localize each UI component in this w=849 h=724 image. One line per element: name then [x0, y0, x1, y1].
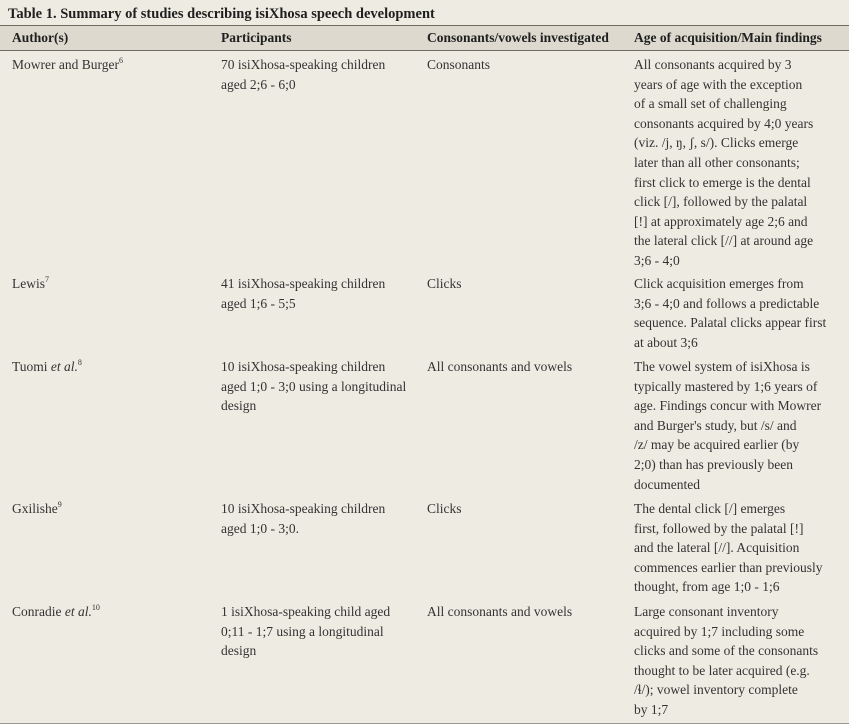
findings-line: first click to emerge is the dental: [634, 174, 811, 190]
reference-number: 10: [91, 603, 100, 612]
findings-line: /z/ may be acquired earlier (by: [634, 437, 800, 453]
participants-cell: [221, 357, 416, 416]
author-cell: [12, 357, 212, 377]
participants-line: 10 isiXhosa-speaking children: [221, 359, 386, 374]
investigated-cell: Clicks: [427, 501, 462, 516]
findings-cell: [634, 602, 842, 720]
author-name: Mowrer and Burger: [12, 57, 119, 72]
findings-line: documented: [634, 476, 700, 492]
investigated-cell: All consonants and vowels: [427, 604, 573, 619]
author-cell: [12, 274, 212, 294]
participants-line: aged 1;6 - 5;5: [221, 295, 296, 311]
findings-line: 3;6 - 4;0: [634, 252, 680, 268]
author-cell: [12, 55, 212, 75]
participants-line: 10 isiXhosa-speaking children: [221, 501, 386, 516]
findings-cell: [634, 357, 842, 494]
author-name: Lewis: [12, 276, 45, 291]
reference-number: 7: [45, 275, 49, 284]
participants-cell: [221, 499, 416, 538]
table-header: [0, 26, 849, 51]
header-participants: Participants: [221, 30, 292, 45]
investigated-cell: Clicks: [427, 276, 462, 291]
findings-line: (viz. /j, ŋ, ʃ, s/). Clicks emerge: [634, 135, 799, 151]
author-name: Tuomi: [12, 359, 48, 374]
findings-line: later than all other consonants;: [634, 154, 800, 170]
findings-line: thought, from age 1;0 - 1;6: [634, 579, 780, 595]
participants-line: aged 2;6 - 6;0: [221, 76, 296, 92]
participants-line: 1 isiXhosa-speaking child aged: [221, 604, 391, 619]
findings-line: Click acquisition emerges from: [634, 276, 804, 291]
participants-line: design: [221, 398, 257, 414]
header-investigated: Consonants/vowels investigated: [427, 30, 609, 45]
findings-line: at about 3;6: [634, 334, 698, 350]
findings-cell: [634, 499, 842, 597]
investigated-cell: Consonants: [427, 57, 491, 72]
findings-line: and the lateral [//]. Acquisition: [634, 540, 800, 556]
findings-line: 3;6 - 4;0 and follows a predictable: [634, 295, 820, 311]
findings-line: click [/], followed by the palatal: [634, 194, 808, 210]
findings-line: All consonants acquired by 3: [634, 57, 792, 72]
findings-line: the lateral click [//] at around age: [634, 233, 814, 249]
table-caption: Table 1. Summary of studies describing isiXhosa speech development: [8, 6, 435, 22]
findings-line: The vowel system of isiXhosa is: [634, 359, 810, 374]
participants-cell: [221, 55, 416, 94]
participants-line: 70 isiXhosa-speaking children: [221, 57, 386, 72]
header-author: Author(s): [12, 30, 69, 45]
findings-line: years of age with the exception: [634, 76, 803, 92]
author-et-al: et al.: [50, 359, 78, 374]
reference-number: 9: [57, 500, 62, 509]
header-findings: Age of acquisition/Main findings: [634, 30, 822, 45]
findings-line: The dental click [/] emerges: [634, 501, 786, 516]
findings-line: 2;0) than has previously been: [634, 456, 793, 472]
findings-cell: [634, 274, 842, 352]
author-cell: [12, 499, 212, 519]
participants-line: aged 1;0 - 3;0.: [221, 520, 299, 536]
findings-line: sequence. Palatal clicks appear first: [634, 315, 827, 331]
participants-cell: [221, 602, 416, 661]
investigated-cell: All consonants and vowels: [427, 359, 573, 374]
participants-line: aged 1;0 - 3;0 using a longitudinal: [221, 378, 407, 394]
findings-line: age. Findings concur with Mowrer: [634, 398, 822, 414]
participants-cell: [221, 274, 416, 313]
author-name: Conradie: [12, 604, 62, 619]
participants-line: 41 isiXhosa-speaking children: [221, 276, 386, 291]
findings-line: by 1;7: [634, 701, 669, 717]
reference-number: 6: [118, 56, 123, 65]
findings-line: [!] at approximately age 2;6 and: [634, 213, 808, 229]
findings-line: /ɬ/); vowel inventory complete: [634, 682, 798, 698]
participants-line: design: [221, 643, 257, 659]
findings-line: first, followed by the palatal [!]: [634, 520, 804, 536]
author-cell: [12, 602, 212, 622]
participants-line: 0;11 - 1;7 using a longitudinal: [221, 623, 384, 639]
findings-cell: [634, 55, 842, 271]
findings-line: clicks and some of the consonants: [634, 643, 819, 659]
findings-line: thought to be later acquired (e.g.: [634, 662, 810, 678]
findings-line: commences earlier than previously: [634, 559, 823, 575]
findings-line: acquired by 1;7 including some: [634, 623, 805, 639]
findings-line: Large consonant inventory: [634, 604, 779, 619]
author-name: Gxilishe: [12, 501, 58, 516]
reference-number: 8: [77, 358, 82, 367]
findings-line: typically mastered by 1;6 years of: [634, 378, 818, 394]
findings-line: and Burger's study, but /s/ and: [634, 417, 797, 433]
findings-line: of a small set of challenging: [634, 96, 787, 112]
author-et-al: et al.: [64, 604, 92, 619]
findings-line: consonants acquired by 4;0 years: [634, 115, 814, 131]
